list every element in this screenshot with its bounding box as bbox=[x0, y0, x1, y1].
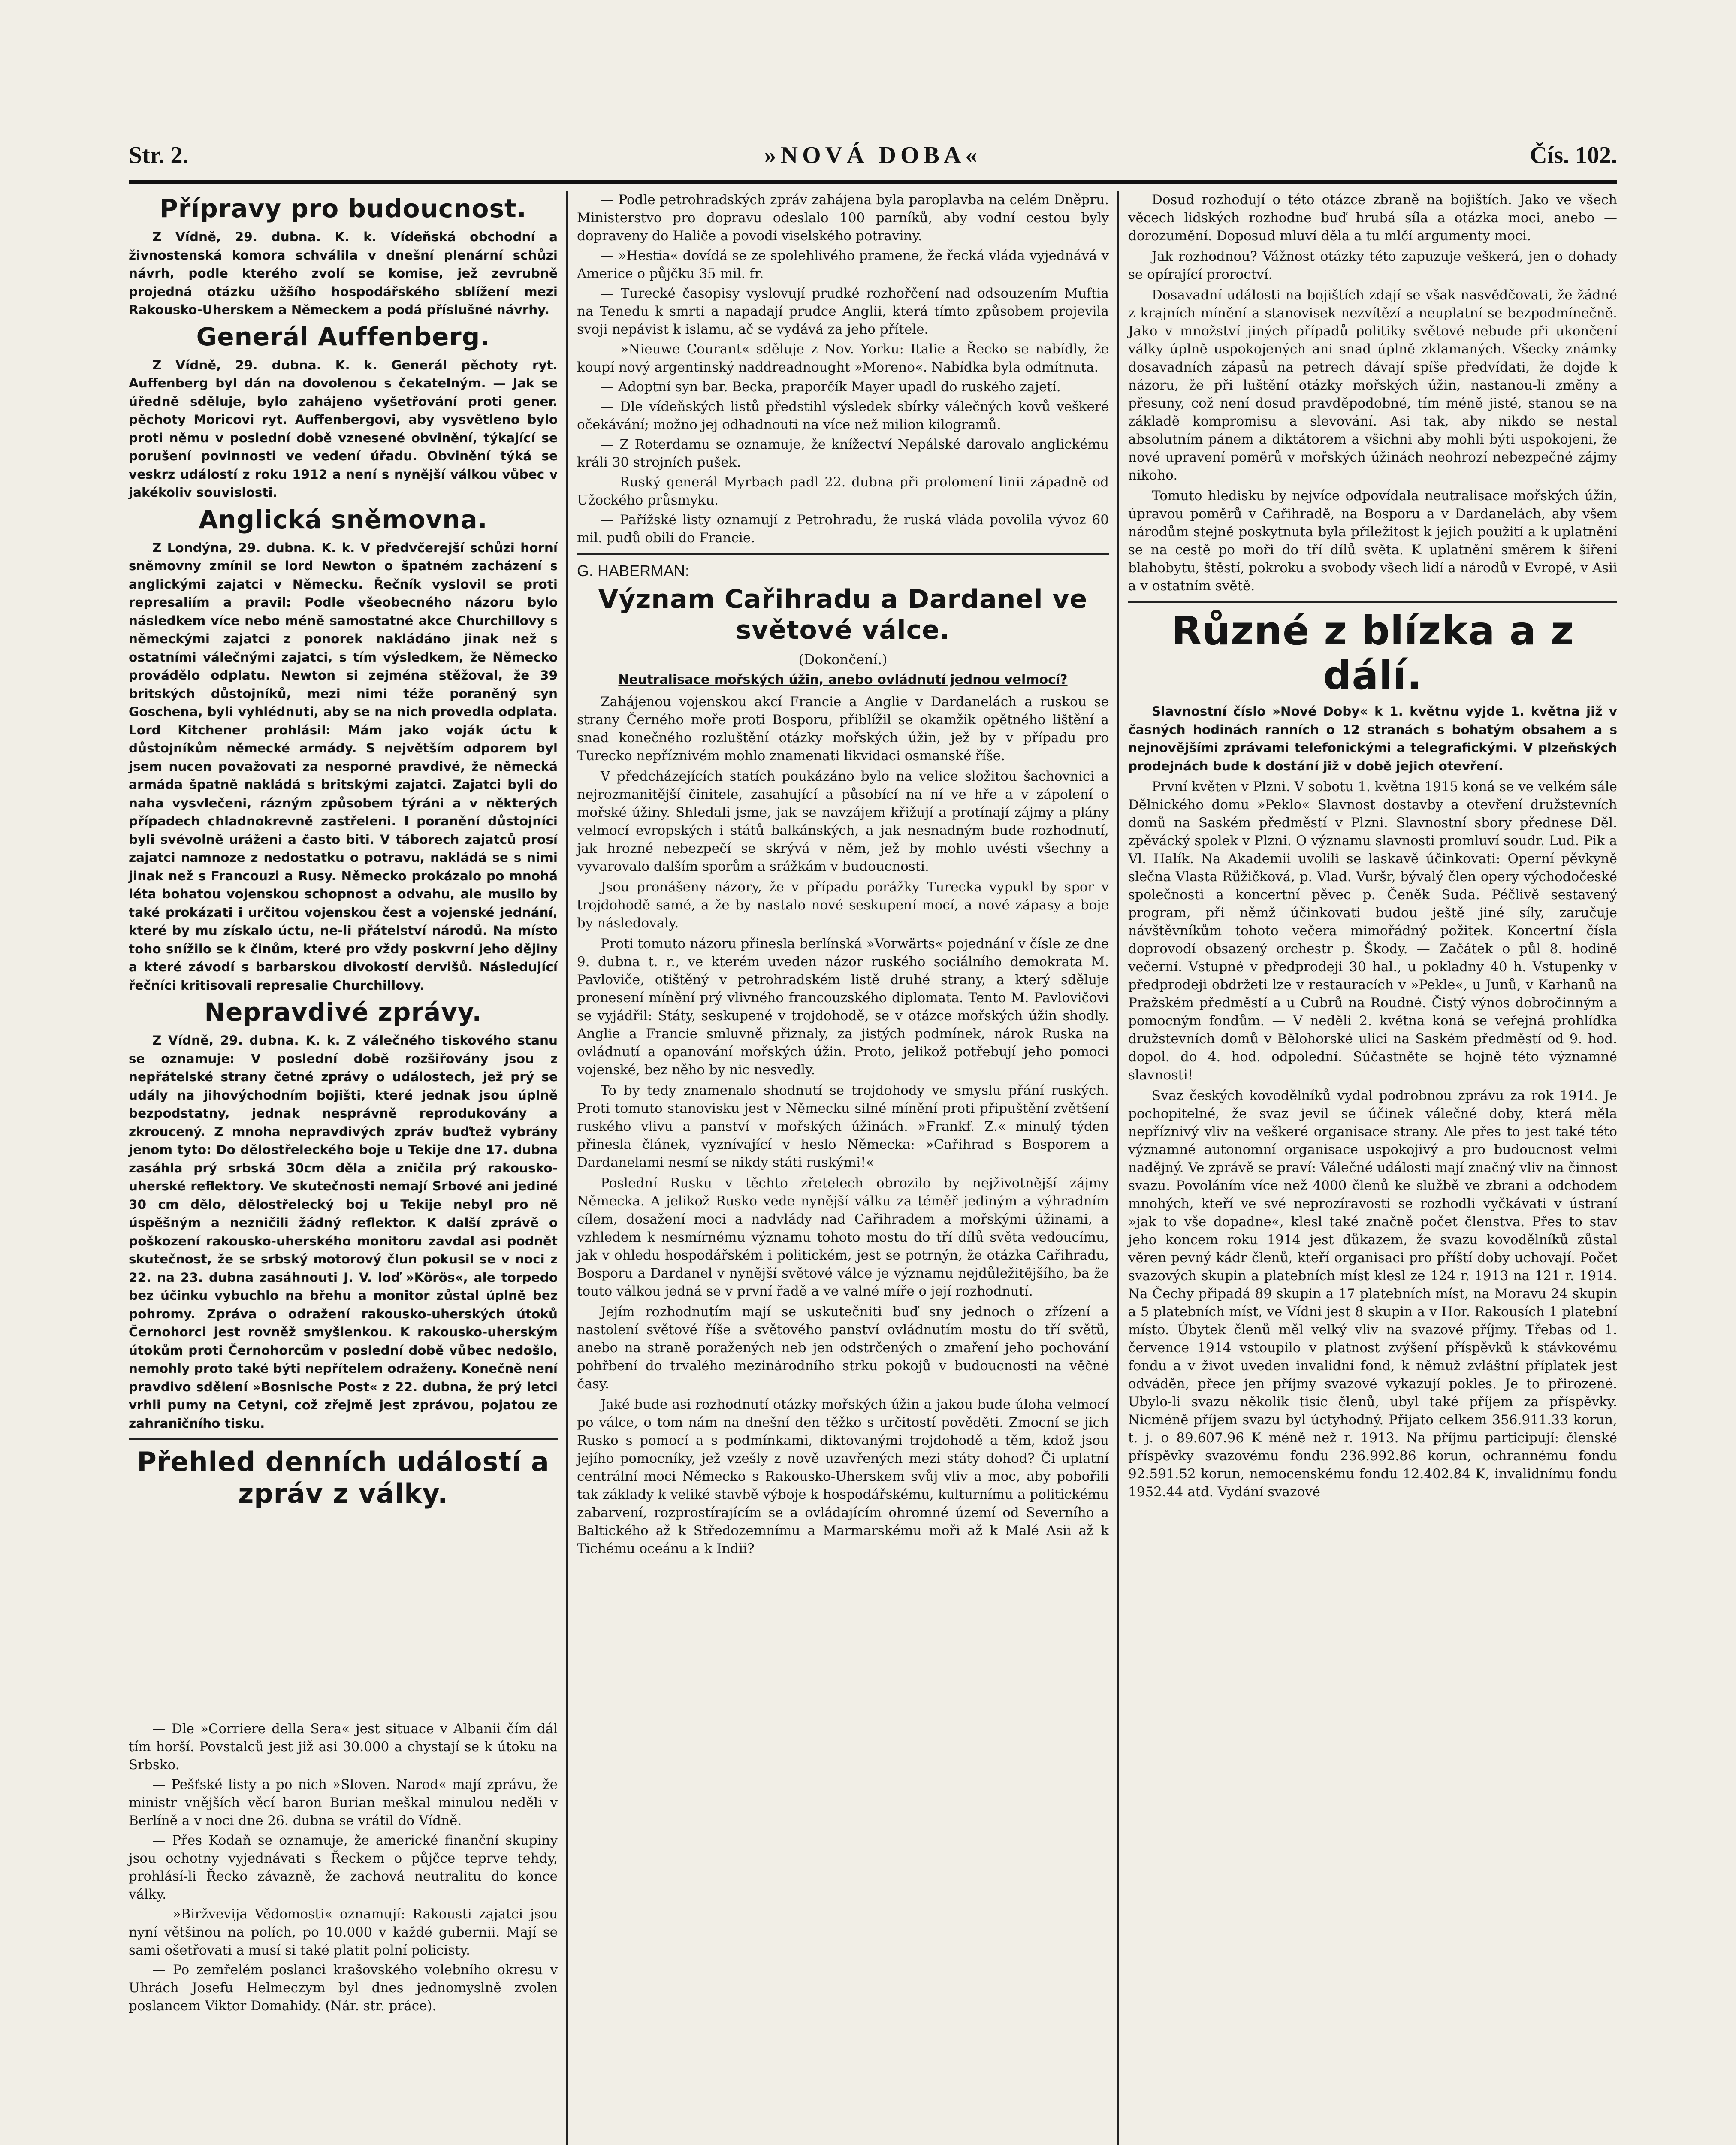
section-separator bbox=[577, 553, 1109, 555]
news-item: — Turecké časopisy vyslovují prudké rozhořčení nad odsouzením Muftia na Tenedu k smrti a napadají prudce Anglii, která tímto způsobem projevila svoji nepávist k islamu, ač se vydává za jeho přítele. bbox=[577, 286, 1109, 337]
article-paragraph: Dosavadní události na bojištích zdají se však nasvědčovati, že žádné z krajních mínění a stanovisek nezvítězí a neuplatní se bezpodmínečně. Jako v množství jiných případů politiky světové nebude při ukončení války úplně uspokojených ani snad úplně zklamaných. Všecky známky dosavadních zápasů na petrech dávají spíše předvídati, že dojde k názoru, že při luštění otázky mořských úžin, nastanou-li změny a přesuny, což není dosud pravděpodobné, tím méně jisté, stanou se na základě kompromisu a slevování. Asi tak, aby nikdo se nestal absolutním pánem a diktátorem a všichni aby mohli býti uspokojeni, že nové upravení poměrů v mořských úžinách neohrozí nebezpečné zájmy nikoho. bbox=[1128, 287, 1617, 483]
news-item: — Adoptní syn bar. Becka, praporčík Mayer upadl do ruského zajetí. bbox=[601, 379, 1061, 395]
article-paragraph: Jak rozhodnou? Vážnost otázky této zapuzuje veškerá, jen o dohady se opírající proroctví. bbox=[1128, 249, 1617, 282]
news-item: — Ruský generál Myrbach padl 22. dubna při prolomení linii západně od Užockého průsmyku. bbox=[577, 474, 1109, 508]
news-item: — Dle »Corriere della Sera« jest situace v Albanii čím dál tím horší. Povstalců jest již asi 30.000 a chystají se k útoku na Srbsko. bbox=[129, 1721, 558, 1773]
news-item: — Po zemřelém poslanci krašovského volebního okresu v Uhrách Josefu Helmeczym byl dnes jednomyslně zvolen poslancem Viktor Domahidy. (Nár. str. práce). bbox=[129, 1962, 558, 2014]
article-title: Význam Cařihradu a Dardanel ve světové válce. bbox=[598, 584, 1088, 645]
news-item: — »Biržvevija Vědomosti« oznamují: Rakousti zajatci jsou nyní většinou na polích, po 10.000 v každé gubernii. Mají se sami ošetřovati a musí si také platit polní policisty. bbox=[129, 1906, 558, 1958]
section-title: Přípravy pro budoucnost. bbox=[160, 194, 527, 223]
lead-paragraph: Slavnostní číslo »Nové Doby« k 1. květnu vyjde 1. května již v časných hodinách ranních o 12 stranách s bohatým obsahem a s nejnovějšími zprávami telefonickými a telegrafickými. V plzeňských prodejnách bude k dostání již v době jejich otevření. bbox=[1128, 704, 1617, 773]
blank-space bbox=[129, 1514, 558, 1720]
news-item: — Z Roterdamu se oznamuje, že knížectví Nepálské darovalo anglickému králi 30 strojních pušek. bbox=[577, 437, 1109, 470]
article-paragraph: Jsou pronášeny názory, že v případu porážky Turecka vypukl by spor v trojdohodě samé, a že by nastalo nové seskupení mocí, a nové zápasy a boje by následovaly. bbox=[577, 879, 1109, 931]
section-title: Různé z blízka a z dálí. bbox=[1171, 608, 1574, 698]
issue-number: Čís. 102. bbox=[1530, 142, 1617, 169]
article-paragraph: V předcházejících statích poukázáno bylo na velice složitou šachovnici a nejrozmanitější činitele, zasahující a působící na ní ve hře a v zápolení o mořské úžiny. Shledali jsme, jak se navzájem křižují a protínají zájmy a plány velmocí evropských i států balkánských, a jak nesnadným bude rozhodnutí, jak hrozné nebezpečí se skrývá v něm, jež by mohlo uvésti všechny a vyvarovalo dalším sporům a srážkám v budoucnosti. bbox=[577, 769, 1109, 874]
news-item: — Pešťské listy a po nich »Sloven. Narod« mají zprávu, že ministr vnějších věcí baron Burian meškal minulou neděli v Berlíně a v noci dne 26. dubna se vrátil do Vídně. bbox=[129, 1777, 558, 1828]
news-item: První květen v Plzni. V sobotu 1. května 1915 koná se ve velkém sále Dělnického domu »Peklo« Slavnost dostavby a otevření družstevních domů na Saském předměstí v Plzni. Slavnostní sbory přednese Děl. zpěvácký spolek v Plzni. O významu slavnosti promluví soudr. Lud. Pik a Vl. Halík. Na Akademii uvolili se laskavě účinkovati: Operní pěvkyně slečna Vlasta Růžičková, p. Vlad. Vuršr, bývalý člen opery východočeské společnosti a koncertní pěvec p. Čeněk Suda. Péčlivě sestavený program, při němž účinkovati budou ještě jiné síly, zaručuje návštěvníkům tohoto večera mimořádný požitek. Koncertní čísla doprovodí obsazený orchestr p. Škody. — Začátek o půl 8. hodině večerní. Vstupné v předprodeji 30 hal., u pokladny 40 h. Vstupenky v předprodeji obdržeti lze v restauracích v »Pekle«, u Junů, v Karhanů na Pražském předměstí a u Cubrů na Roudné. Čistý výnos dobročinným a pomocným fondům. — V neděli 2. května koná se veřejná prohlídka družstevních domů v Bělohorské ulici na Saském předměstí od 9. hod. dopol. do 4. hod. odpolední. Súčastněte se hojně této významné slavnosti! bbox=[1128, 779, 1617, 1083]
column-2 bbox=[577, 191, 1109, 2145]
article-paragraph: Z Vídně, 29. dubna. K. k. Z válečného tiskového stanu se oznamuje: V poslední době rozšiřovány jsou z nepřátelské strany četné zprávy o událostech, jež prý se udály na jihovýchodním bojišti, které jednak jsou úplně bezpodstatny, jednak nesprávně reprodukovány a zkroucený. Z mnoha nepravdivých zpráv buďtež vybrány jenom tyto: Do dělostřeleckého boje u Tekije dne 17. dubna zasáhla prý srbská 30cm děla a zničila prý rakousko-uherské reflektory. Ve skutečnosti nemají Srbové ani jediné 30 cm dělo, dělostřelecký boj u Tekije nebyl pro ně úspěšným a nezničili žádný reflektor. K další zprávě o poškození rakousko-uherského monitoru zavdal asi podnět skutečnost, že se srbský motorový člun pokusil se v noci z 22. na 23. dubna zasáhnouti J. V. loď »Körös«, ale torpedo bez účinku vybuchlo na břehu a monitor zůstal úplně bez pohromy. Zpráva o odražení rakousko-uherských útoků Černohorci jest rovněž smyšlenkou. K rakousko-uherským útokům proti Černohorcům v poslední době vůbec nedošlo, nemohly proto také býti nepřítelem odraženy. Konečně není pravdivo sdělení »Bosnische Post« z 22. dubna, že prý letci vrhli pumy na Cetyni, což zřejmě jest zprávou, pojatou ze zahraničního tisku. bbox=[129, 1033, 558, 1431]
article-subhead: Neutralisace mořských úžin, anebo ovládnutí jednou velmocí? bbox=[618, 672, 1068, 687]
section-title: Nepravdivé zprávy. bbox=[204, 997, 482, 1027]
article-paragraph: Jaké bude asi rozhodnutí otázky mořských úžin a jakou bude úloha velmocí po válce, o tom nám na dnešní den těžko s určitostí pověděti. Zmocní se jich Rusko s pomocí a s podmínkami, diktovanými trojdohodě a těm, kdož jsou jejího pomocníky, jež vzešly z nově uzavřených mezi státy dohod? Či uplatní centrální moci Německo s Rakousko-Uherskem svůj vliv a moc, aby pobořili tak základy k veliké stavbě výboje k hospodářskému, kulturnímu a politickému zabarvení, rozprostírajícím se a ovládajícím ohromné území od Severního a Baltického až k Středozemnímu a Marmarskému moři až k Malé Asii až k Tichému oceánu a k Indii? bbox=[577, 1397, 1109, 1556]
news-item: — Pařížské listy oznamují z Petrohradu, že ruská vláda povolila vývoz 60 mil. pudů obilí do Francie. bbox=[577, 512, 1109, 546]
article-byline: G. HABERMAN: bbox=[577, 562, 690, 580]
news-item: — »Hestia« dovídá se ze spolehlivého pramene, že řecká vláda vyjednává v Americe o půjčku 35 mil. fr. bbox=[577, 248, 1109, 281]
section-separator bbox=[1128, 601, 1617, 603]
article-paragraph: Z Londýna, 29. dubna. K. k. V předvčerejší schůzi horní sněmovny zmínil se lord Newton o špatném zacházení s anglickými zajatci v Německu. Řečník vyslovil se proti represaliím a pravil: Podle všeobecného názoru bylo následkem více nebo méně samostatné akce Churchillovy s německými zajatci z ponorek nakládáno jinak než s ostatními válečnými zajatci, s tím výsledkem, že Německo provádělo odplatu. Newton si zejména stěžoval, že 39 britských důstojníků, mezi nimi téže poraněný syn Goschena, byli vyhlédnuti, aby se na nich provedla odplata. Lord Kitchener prohlásil: Mám jako voják úctu k důstojníkům německé armády. S největším odporem byl jsem nucen považovati za nesporné pravdivé, že německá armáda špatně nakládá s britskými zajatci. Zajatci byli do naha vysvlečeni, rázným způsobem týráni a v některých případech chladnokrevně zastřeleni. I poranění důstojníci byli svévolně uráženi a často biti. V táborech zajatců prosí zajatci namnoze z nedostatku o potravu, nakládá se s nimi jinak než s Francouzi a Rusy. Německo prokázalo po mnohá léta bohatou vojenskou schopnost a odvahu, ale musilo by také prokázati i určitou vojenskou čest a vojenské jednání, které by mu získalo úctu, ne-li přátelství národů. Na místo toho snížilo se k činům, které pro vždy poskvrní jeho dějiny a které závodí s barbarskou divokostí dervišů. Následující řečníci kritisovali represalie Churchillovy. bbox=[129, 540, 558, 993]
section-title: Přehled denních událostí a zpráv z války. bbox=[137, 1446, 549, 1509]
article-paragraph: Z Vídně, 29. dubna. K. k. Generál pěchoty ryt. Auffenberg byl dán na dovolenou s čekatelným. — Jak se úředně sděluje, bylo zahájeno vyšetřování proti gener. pěchoty Moricovi ryt. Auffenbergovi, aby vysvětleno bylo proti němu v poslední době vznesené obvinění, týkající se porušení povinnosti ve vedení úřadu. Obvinění týká se veskrz událostí z roku 1912 a není s nynější válkou vůbec v jakékoliv souvislosti. bbox=[129, 357, 558, 500]
article-paragraph: To by tedy znamenalo shodnutí se trojdohody ve smyslu přání ruských. Proti tomuto stanovisku jest v Německu silné mínění proti připuštění zvětšení ruského vlivu a panství v mořských úžinách. »Frankf. Z.« minulý týden přinesla článek, vyznívající v heslo Německa: »Cařihrad s Bosporem a Dardanelami nesmí se nikdy státi ruskými!« bbox=[577, 1083, 1109, 1170]
column-1 bbox=[129, 191, 558, 2145]
header-rule bbox=[129, 180, 1617, 184]
column-3 bbox=[1128, 191, 1617, 2145]
section-separator bbox=[129, 1438, 558, 1440]
article-paragraph: Proti tomuto názoru přinesla berlínská »Vorwärts« pojednání v čísle ze dne 9. dubna t. r., ve kterém uveden názor ruského sociálního demokrata M. Pavloviče, otištěný v petrohradském listě druhé strany, a který sděluje pronesení mínění prý vlivného francouzského diplomata. Tento M. Pavlovičovi se vyjádřil: Státy, seskupené v trojdohodě, se v otázce mořských úžin shodly. Anglie a Francie smluvně přiznaly, za jistých podmínek, nárok Ruska na ovládnutí a opanování mořských úžin. Proto, jelikož potřebují jeho pomoci vojenské, bez něho by nic nesvedly. bbox=[577, 936, 1109, 1078]
page-number: Str. 2. bbox=[129, 142, 189, 169]
article-paragraph: Jejím rozhodnutím mají se uskutečniti buď sny jednoch o zřízení a nastolení světové říše a světového panství ovládnutím mostu do tří světů, anebo na straně poražených neb jen odstrčených o zmaření jeho pochování pohřbení do trvalého mezinárodního strku pokojů v budoucnosti na věčné časy. bbox=[577, 1304, 1109, 1392]
article-paragraph: Z Vídně, 29. dubna. K. k. Vídeňská obchodní a živnostenská komora schválila v dnešní plenární schůzi návrh, podle kterého zvolí se komise, jež zevrubně projedná otázku užšího hospodářského sblížení mezi Rakousko-Uherskem a Německem a podá příslušné návrhy. bbox=[129, 230, 558, 317]
news-item: — Podle petrohradských zpráv zahájena byla paroplavba na celém Dněpru. Ministerstvo pro dopravu odeslalo 100 parníků, aby vodní cestou byly dopraveny do Haliče a povodí viselského potraviny. bbox=[577, 192, 1109, 244]
section-title: Generál Auffenberg. bbox=[196, 322, 490, 351]
newspaper-name: »NOVÁ DOBA« bbox=[764, 142, 982, 169]
article-paragraph: Dosud rozhodují o této otázce zbraně na bojištích. Jako ve všech věcech lidských rozhodne buď hrubá síla a otázka moci, anebo — dorozumění. Doposud mluví děla a tu mlčí argumenty moci. bbox=[1128, 192, 1617, 244]
news-item: — »Nieuwe Courant« sděluje z Nov. Yorku: Italie a Řecko se nabídly, že koupí nový argentinský naddreadnought »Moreno«. Nabídka byla odmítnuta. bbox=[577, 341, 1109, 375]
news-item: — Přes Kodaň se oznamuje, že americké finanční skupiny jsou ochotny vyjednávati s Řeckem o půjčce teprve tehdy, prohlásí-li Řecko závazně, že zachová neutralitu do konce války. bbox=[129, 1833, 558, 1902]
column-divider bbox=[1117, 191, 1119, 2145]
article-paragraph: Tomuto hledisku by nejvíce odpovídala neutralisace mořských úžin, úpravou poměrů v Cařihradě, na Bosporu a v Dardanelách, aby všem národům stejně poskytnuta byla příležitost k jejich použití a k uplatnění se na cestě po moři do tří dílů světa. K uplatnění směrem k šíření blahobytu, štěstí, pokroku a svobody všech lidí a národů v Evropě, v Asii a v ostatním světě. bbox=[1128, 488, 1617, 594]
column-divider bbox=[566, 191, 568, 2145]
article-paragraph: Zahájenou vojenskou akcí Francie a Anglie v Dardanelách a ruskou se strany Černého moře proti Bosporu, přiblížil se okamžik opětného lištění a snad konečného rozluštění otázky mořských úžin, jež by v případu pro Turecko nepříznivém mohlo znamenati likvidaci osmanské říše. bbox=[577, 694, 1109, 764]
section-title: Anglická sněmovna. bbox=[199, 505, 488, 534]
article-paragraph: Poslední Rusku v těchto zřetelech obrozilo by nejživotnější zájmy Německa. A jelikož Rusko vede nynější válku za téměř jediným a výhradním cílem, dosažení moci a nadvlády nad Cařihradem a mořskými úžinami, a vzhledem k nesmírnému významu tohoto mostu do tří dílů světa vedoucímu, jak v ohledu hospodářském i politickém, jest se potrnýn, že otázka Cařihradu, Bosporu a Dardanel v nynější světové válce je významu nejdůležitějšího, ba že touto válkou jedná se v první řadě a ve valné míře o její rozhodnutí. bbox=[577, 1175, 1109, 1299]
news-item: — Dle vídeňských listů předstihl výsledek sbírky válečných kovů veškeré očekávání; možno jej odhadnouti na více než milion kilogramů. bbox=[577, 399, 1109, 432]
page-header bbox=[129, 142, 1617, 176]
news-item: Svaz českých kovodělníků vydal podrobnou zprávu za rok 1914. Je pochopitelné, že svaz jevil se účinek válečné doby, která měla nepříznivý vliv na veškeré organisace strany. Ale přes to jest také této významné autonomní organisace uspokojivý a pro budoucnost velmi nadějný. Ve zprávě se praví: Válečné události mají značný vliv na činnost svazu. Povoláním více než 4000 členů ke službě ve zbrani a odchodem mnohých, kteří ve své neprozíravosti se rozhodli vyčkávati v ústraní »jak to vše dopadne«, klesl také značně počet členstva. Přes to stav jeho koncem roku 1914 jest důkazem, že svazu kovodělníků zůstal věren pevný kádr členů, kteří organisaci pro příští doby uchovají. Počet svazových skupin a platebních míst klesl ze 124 r. 1913 na 121 r. 1914. Na Čechy připadá 89 skupin a 17 platebních míst, na Moravu 24 skupin a 5 platebních míst, ve Vídni jest 8 skupin a v Hor. Rakousích 1 platební místo. Úbytek členů měl velký vliv na svazové příjmy. Třebas od 1. července 1914 vstoupilo v platnost zvýšení příspěvků k stávkovému fondu a v život uveden invalidní fond, k němuž zvláštní příplatek jest odváděn, přece jen příjmy svazové vykazují pokles. Je to přirozené. Ubylo-li svazu několik tisíc členů, ubyl také příjem za příspěvky. Nicméně příjem svazu byl úctyhodný. Přijato celkem 356.911.33 korun, t. j. o 89.607.96 K méně než r. 1913. Na příjmu participují: členské příspěvky svazovému fondu 236.992.86 korun, ochrannému fondu 92.591.52 korun, nemocenskému fondu 12.402.84 K, invalidnímu fondu 1952.44 atd. Vydání svazové bbox=[1128, 1088, 1617, 1500]
continued-note: (Dokončení.) bbox=[798, 651, 888, 668]
